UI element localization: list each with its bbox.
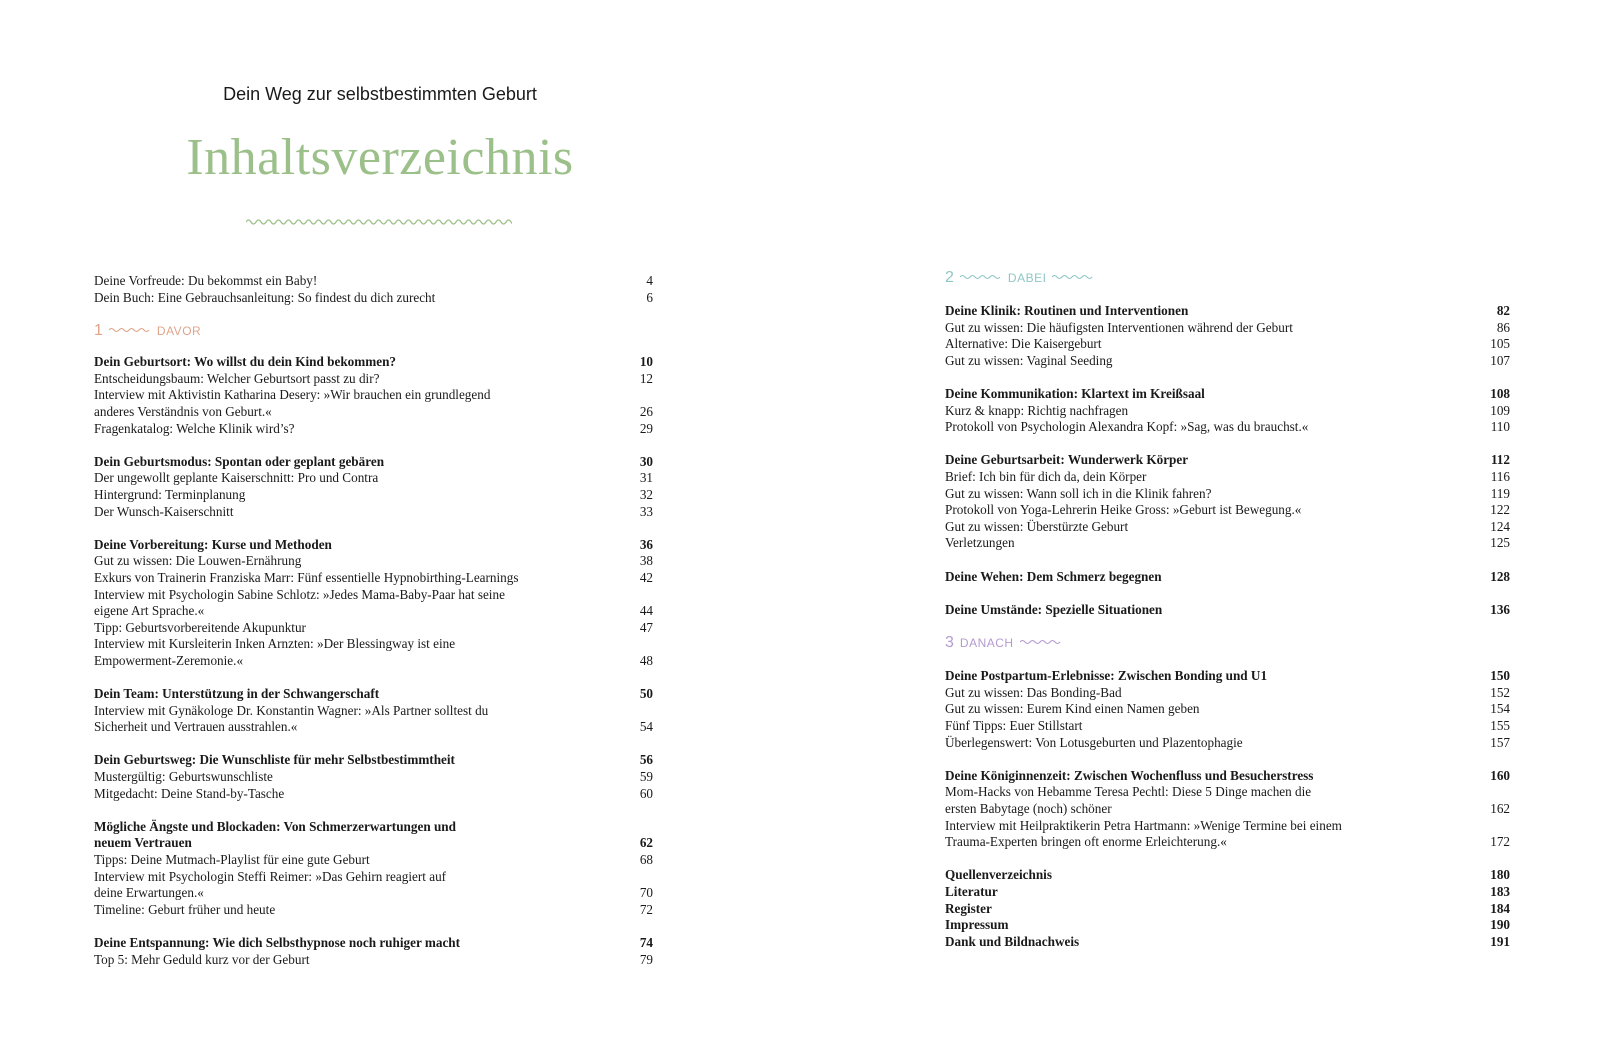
section-heading-danach [945,626,1510,660]
toc-left-column [94,273,653,968]
toc-entry[interactable] [94,620,653,637]
toc-entry[interactable] [945,469,1510,486]
toc-group [945,867,1510,950]
toc-entry[interactable] [945,452,1510,469]
toc-entry-page: 4 [646,273,653,288]
toc-entry[interactable] [94,387,653,404]
toc-entry-page: 47 [639,619,653,635]
spacer [94,802,653,819]
toc-entry-title: Dein Geburtsweg: Die Wunschliste für mehr Selbstbestimmtheit [94,752,455,768]
toc-entry-title: Trauma-Experten bringen oft enorme Erleichterung.« [945,834,1227,850]
toc-entry-title: Interview mit Psychologin Steffi Reimer: »Das Gehirn reagiert auf [94,868,447,884]
toc-entry-page: 183 [1490,884,1510,899]
toc-entry[interactable] [94,454,653,471]
toc-entry-page: 150 [1490,668,1510,684]
toc-entry-page: 68 [639,852,653,867]
toc-entry[interactable] [945,668,1510,685]
toc-entry-page: 26 [639,403,653,419]
toc-entry[interactable] [945,502,1510,519]
toc-entry-page: 31 [639,470,653,486]
toc-entry-title: Impressum [945,917,1009,933]
wave-icon [1052,274,1094,282]
toc-entry[interactable] [94,487,653,504]
toc-entry-title: Entscheidungsbaum: Welcher Geburtsort passt zu dir? [94,370,380,386]
toc-entry-title: eigene Art Sprache.« [94,603,205,619]
toc-entry-page: 33 [639,503,653,519]
toc-entry-title: Dein Buch: Eine Gebrauchsanleitung: So findest du dich zurecht [94,289,436,305]
toc-entry-page: 30 [639,453,653,469]
toc-group [945,569,1510,586]
toc-entry-title: Dank und Bildnachweis [945,933,1080,949]
toc-entry-title: Mitgedacht: Deine Stand-by-Tasche [94,785,285,801]
toc-entry[interactable] [94,421,653,438]
toc-entry[interactable] [945,735,1510,752]
toc-entry-page: 42 [639,569,653,585]
toc-entry-page: 38 [639,553,653,569]
toc-entry[interactable] [945,784,1510,801]
toc-entry-title: Deine Vorbereitung: Kurse und Methoden [94,536,332,552]
toc-entry-title: Deine Klinik: Routinen und Interventionen [945,303,1189,318]
toc-entry-title: Hintergrund: Terminplanung [94,486,246,502]
toc-entry-page: 116 [1490,468,1510,484]
toc-entry-title: Sicherheit und Vertrauen ausstrahlen.« [94,719,298,735]
toc-entry[interactable] [945,901,1510,918]
toc-entry[interactable] [94,703,653,720]
toc-entry-title: Fragenkatalog: Welche Klinik wird’s? [94,420,295,436]
spacer [945,369,1510,386]
toc-group [94,537,653,670]
toc-group [945,768,1510,851]
toc-entry[interactable] [945,403,1510,420]
toc-entry-title: ersten Babytage (noch) schöner [945,801,1112,817]
toc-entry-page: 72 [639,901,653,917]
toc-entry[interactable] [94,273,653,290]
toc-entry[interactable] [945,867,1510,884]
toc-entry-title: Deine Königinnenzeit: Zwischen Wochenfluss und Besucherstress [945,767,1314,783]
toc-entry-title: Deine Postpartum-Erlebnisse: Zwischen Bonding und U1 [945,668,1268,684]
toc-entry-title: Mögliche Ängste und Blockaden: Von Schmerzerwartungen und [94,818,456,834]
toc-entry-title: Gut zu wissen: Das Bonding-Bad [945,684,1122,700]
toc-group [945,668,1510,751]
toc-entry[interactable] [94,852,653,869]
toc-entry-page: 122 [1490,502,1510,518]
toc-entry-page: 105 [1490,336,1510,352]
toc-entry-page: 10 [639,354,653,370]
toc-group [945,452,1510,552]
toc-entry-page: 56 [639,752,653,768]
section-label: DABEI [1007,270,1047,285]
toc-entry-title: Gut zu wissen: Die häufigsten Interventionen während der Geburt [945,319,1293,335]
toc-entry-page: 112 [1490,452,1510,468]
toc-entry-title: Top 5: Mehr Geduld kurz vor der Geburt [94,951,310,967]
toc-entry[interactable] [945,818,1510,835]
toc-entry-page: 108 [1490,385,1510,401]
toc-group [94,935,653,968]
toc-group [94,752,653,802]
toc-entry-page: 157 [1490,734,1510,750]
toc-entry[interactable] [94,587,653,604]
wave-icon [960,274,1002,282]
toc-entry-title: Brief: Ich bin für dich da, dein Körper [945,468,1147,484]
toc-entry[interactable] [94,819,653,836]
toc-entry-title: Timeline: Geburt früher und heute [94,901,276,917]
spacer [945,585,1510,602]
book-subtitle: Dein Weg zur selbstbestimmten Geburt [223,84,537,104]
toc-entry-title: Interview mit Aktivistin Katharina Desery: »Wir brauchen ein grundlegend [94,387,491,403]
toc-entry-page: 60 [639,785,653,801]
toc-entry-title: Dein Geburtsort: Wo willst du dein Kind bekommen? [94,354,397,370]
toc-entry[interactable] [94,553,653,570]
toc-groups [945,668,1510,950]
toc-entry-page: 124 [1490,518,1510,534]
toc-entry-title: Der Wunsch-Kaiserschnitt [94,503,234,519]
toc-entry[interactable] [94,290,653,307]
toc-entry[interactable] [945,419,1510,436]
toc-entry-page: 36 [639,536,653,552]
toc-entry[interactable] [945,320,1510,337]
toc-entry-title: Gut zu wissen: Vaginal Seeding [945,352,1113,368]
toc-entry-title: Gut zu wissen: Die Louwen-Ernährung [94,553,302,569]
toc-groups [945,303,1510,618]
toc-entry-page: 54 [639,719,653,735]
toc-entry[interactable] [945,569,1510,586]
toc-entry-page: 12 [639,370,653,386]
spacer [94,437,653,454]
spacer [94,918,653,935]
toc-entry-page: 6 [646,289,653,305]
toc-entry-title: Tipp: Geburtsvorbereitende Akupunktur [94,619,306,635]
spacer [94,669,653,686]
toc-entry-title: Gut zu wissen: Überstürzte Geburt [945,518,1129,534]
toc-entry[interactable] [945,934,1510,951]
toc-entry[interactable] [94,636,653,653]
toc-entry-title: Kurz & knapp: Richtig nachfragen [945,402,1129,418]
toc-entry-page: 162 [1490,801,1510,817]
toc-entry[interactable] [945,303,1510,320]
toc-entry[interactable] [94,653,653,670]
toc-entry-title: Der ungewollt geplante Kaiserschnitt: Pro und Contra [94,470,379,486]
toc-entry[interactable] [94,537,653,554]
page-title: Inhaltsverzeichnis [186,129,574,186]
toc-entry-page: 48 [639,652,653,668]
toc-entry-page: 152 [1490,684,1510,700]
toc-entry-title: Interview mit Heilpraktikerin Petra Hartmann: »Wenige Termine bei einem [945,817,1342,833]
toc-entry-page: 50 [639,686,653,702]
toc-entry[interactable] [945,353,1510,370]
toc-entry[interactable] [94,902,653,919]
toc-intro-group [94,273,653,306]
wave-divider [246,218,512,228]
toc-entry-page: 160 [1490,767,1510,783]
toc-entry-title: Interview mit Kursleiterin Inken Arnzten: »Der Blessingway ist eine [94,636,456,652]
toc-entry-title: Protokoll von Yoga-Lehrerin Heike Gross: »Geburt ist Bewegung.« [945,502,1302,518]
toc-entry-page: 110 [1490,419,1510,435]
toc-entry-title: Register [945,900,992,916]
toc-entry-title: Quellenverzeichnis [945,867,1052,883]
toc-entry-title: Deine Umstände: Spezielle Situationen [945,601,1163,617]
toc-entry-title: anderes Verständnis von Geburt.« [94,403,272,419]
toc-entry[interactable] [945,602,1510,619]
toc-entry-title: Interview mit Psychologin Sabine Schlotz: »Jedes Mama-Baby-Paar hat seine [94,586,505,602]
toc-entry[interactable] [94,404,653,421]
toc-entry-title: Deine Wehen: Dem Schmerz begegnen [945,568,1162,584]
toc-entry-title: Dein Geburtsmodus: Spontan oder geplant gebären [94,453,385,469]
toc-entry-page: 155 [1490,718,1510,734]
toc-entry[interactable] [94,952,653,969]
toc-entry[interactable] [94,686,653,703]
spacer [945,436,1510,453]
toc-entry-title: Fünf Tipps: Euer Stillstart [945,718,1083,734]
spacer [94,520,653,537]
toc-entry-page: 172 [1490,834,1510,850]
toc-entry[interactable] [945,801,1510,818]
toc-entry-title: Tipps: Deine Mutmach-Playlist für eine gute Geburt [94,852,370,867]
toc-entry-page: 29 [639,420,653,436]
toc-entry-title: Gut zu wissen: Eurem Kind einen Namen geben [945,701,1200,717]
toc-entry-title: Protokoll von Psychologin Alexandra Kopf: »Sag, was du brauchst.« [945,419,1309,435]
toc-entry[interactable] [94,869,653,886]
section-label: DANACH [959,635,1014,650]
toc-groups [94,354,653,968]
section-number: 3 [945,633,954,651]
toc-entry-title: Mustergültig: Geburtswunschliste [94,769,273,785]
toc-entry-page: 74 [639,934,653,950]
toc-entry[interactable] [94,752,653,769]
toc-group [94,454,653,520]
toc-entry[interactable] [945,519,1510,536]
toc-entry-title: neuem Vertrauen [94,835,192,851]
toc-entry-page: 32 [639,486,653,502]
section-heading-dabei [945,261,1510,295]
toc-entry-title: Interview mit Gynäkologe Dr. Konstantin Wagner: »Als Partner solltest du [94,702,489,718]
toc-entry-page: 184 [1490,900,1510,916]
toc-group [94,354,653,437]
toc-entry[interactable] [94,354,653,371]
spacer [945,851,1510,868]
toc-group [94,819,653,919]
toc-entry[interactable] [945,336,1510,353]
toc-entry-page: 86 [1496,319,1510,335]
toc-entry[interactable] [94,570,653,587]
toc-entry-title: deine Erwartungen.« [94,885,204,901]
toc-entry[interactable] [94,786,653,803]
toc-group [94,686,653,736]
toc-entry-title: Empowerment-Zeremonie.« [94,652,244,668]
toc-entry-page: 154 [1490,701,1510,717]
toc-entry-page: 190 [1490,917,1510,933]
toc-right-column [945,268,1510,950]
toc-entry-title: Verletzungen [945,535,1015,551]
toc-entry-title: Mom-Hacks von Hebamme Teresa Pechtl: Diese 5 Dinge machen die [945,784,1312,800]
toc-entry-title: Literatur [945,884,998,899]
toc-entry[interactable] [945,386,1510,403]
toc-entry-page: 191 [1490,933,1510,949]
toc-entry-title: Gut zu wissen: Wann soll ich in die Klinik fahren? [945,485,1212,501]
toc-entry[interactable] [94,769,653,786]
toc-entry-title: Überlegenswert: Von Lotusgeburten und Plazentophagie [945,734,1243,750]
toc-entry[interactable] [945,718,1510,735]
toc-entry[interactable] [94,504,653,521]
wave-icon [109,327,151,335]
section-heading-davor [94,314,653,348]
spacer [945,552,1510,569]
toc-entry-page: 125 [1490,535,1510,551]
wave-icon [1020,639,1062,647]
toc-entry[interactable] [945,917,1510,934]
toc-entry-title: Deine Kommunikation: Klartext im Kreißsaal [945,385,1205,401]
toc-entry-page: 79 [639,951,653,967]
toc-entry-page: 128 [1490,568,1510,584]
toc-entry[interactable] [94,470,653,487]
toc-group [945,602,1510,619]
toc-entry[interactable] [945,768,1510,785]
toc-entry-title: Deine Entspannung: Wie dich Selbsthypnose noch ruhiger macht [94,934,461,950]
toc-entry-page: 82 [1496,303,1510,318]
spacer [94,736,653,753]
toc-entry[interactable] [945,884,1510,901]
toc-entry[interactable] [94,371,653,388]
toc-group [945,386,1510,436]
toc-entry[interactable] [945,535,1510,552]
toc-entry-page: 70 [639,885,653,901]
toc-entry[interactable] [94,719,653,736]
toc-entry[interactable] [94,935,653,952]
toc-entry-page: 59 [639,769,653,785]
toc-entry[interactable] [945,486,1510,503]
spacer [945,751,1510,768]
toc-entry-title: Exkurs von Trainerin Franziska Marr: Fünf essentielle Hypnobirthing-Learnings [94,569,519,585]
toc-entry-title: Deine Geburtsarbeit: Wunderwerk Körper [945,452,1189,468]
toc-entry[interactable] [94,885,653,902]
section-label: DAVOR [156,323,202,338]
toc-entry[interactable] [945,685,1510,702]
toc-entry-page: 119 [1490,485,1510,501]
toc-entry-title: Alternative: Die Kaisergeburt [945,336,1102,352]
toc-entry[interactable] [945,701,1510,718]
toc-entry-title: Deine Vorfreude: Du bekommst ein Baby! [94,273,318,288]
toc-entry-page: 62 [639,835,653,851]
toc-entry-page: 44 [639,603,653,619]
section-number: 2 [945,268,954,286]
toc-group [945,303,1510,369]
section-number: 1 [94,321,103,339]
toc-entry-title: Dein Team: Unterstützung in der Schwangerschaft [94,686,380,702]
toc-entry-page: 136 [1490,601,1510,617]
toc-entry-page: 109 [1490,402,1510,418]
toc-entry-page: 180 [1490,867,1510,883]
toc-entry[interactable] [945,834,1510,851]
toc-entry[interactable] [94,835,653,852]
toc-entry[interactable] [94,603,653,620]
toc-entry-page: 107 [1490,352,1510,368]
